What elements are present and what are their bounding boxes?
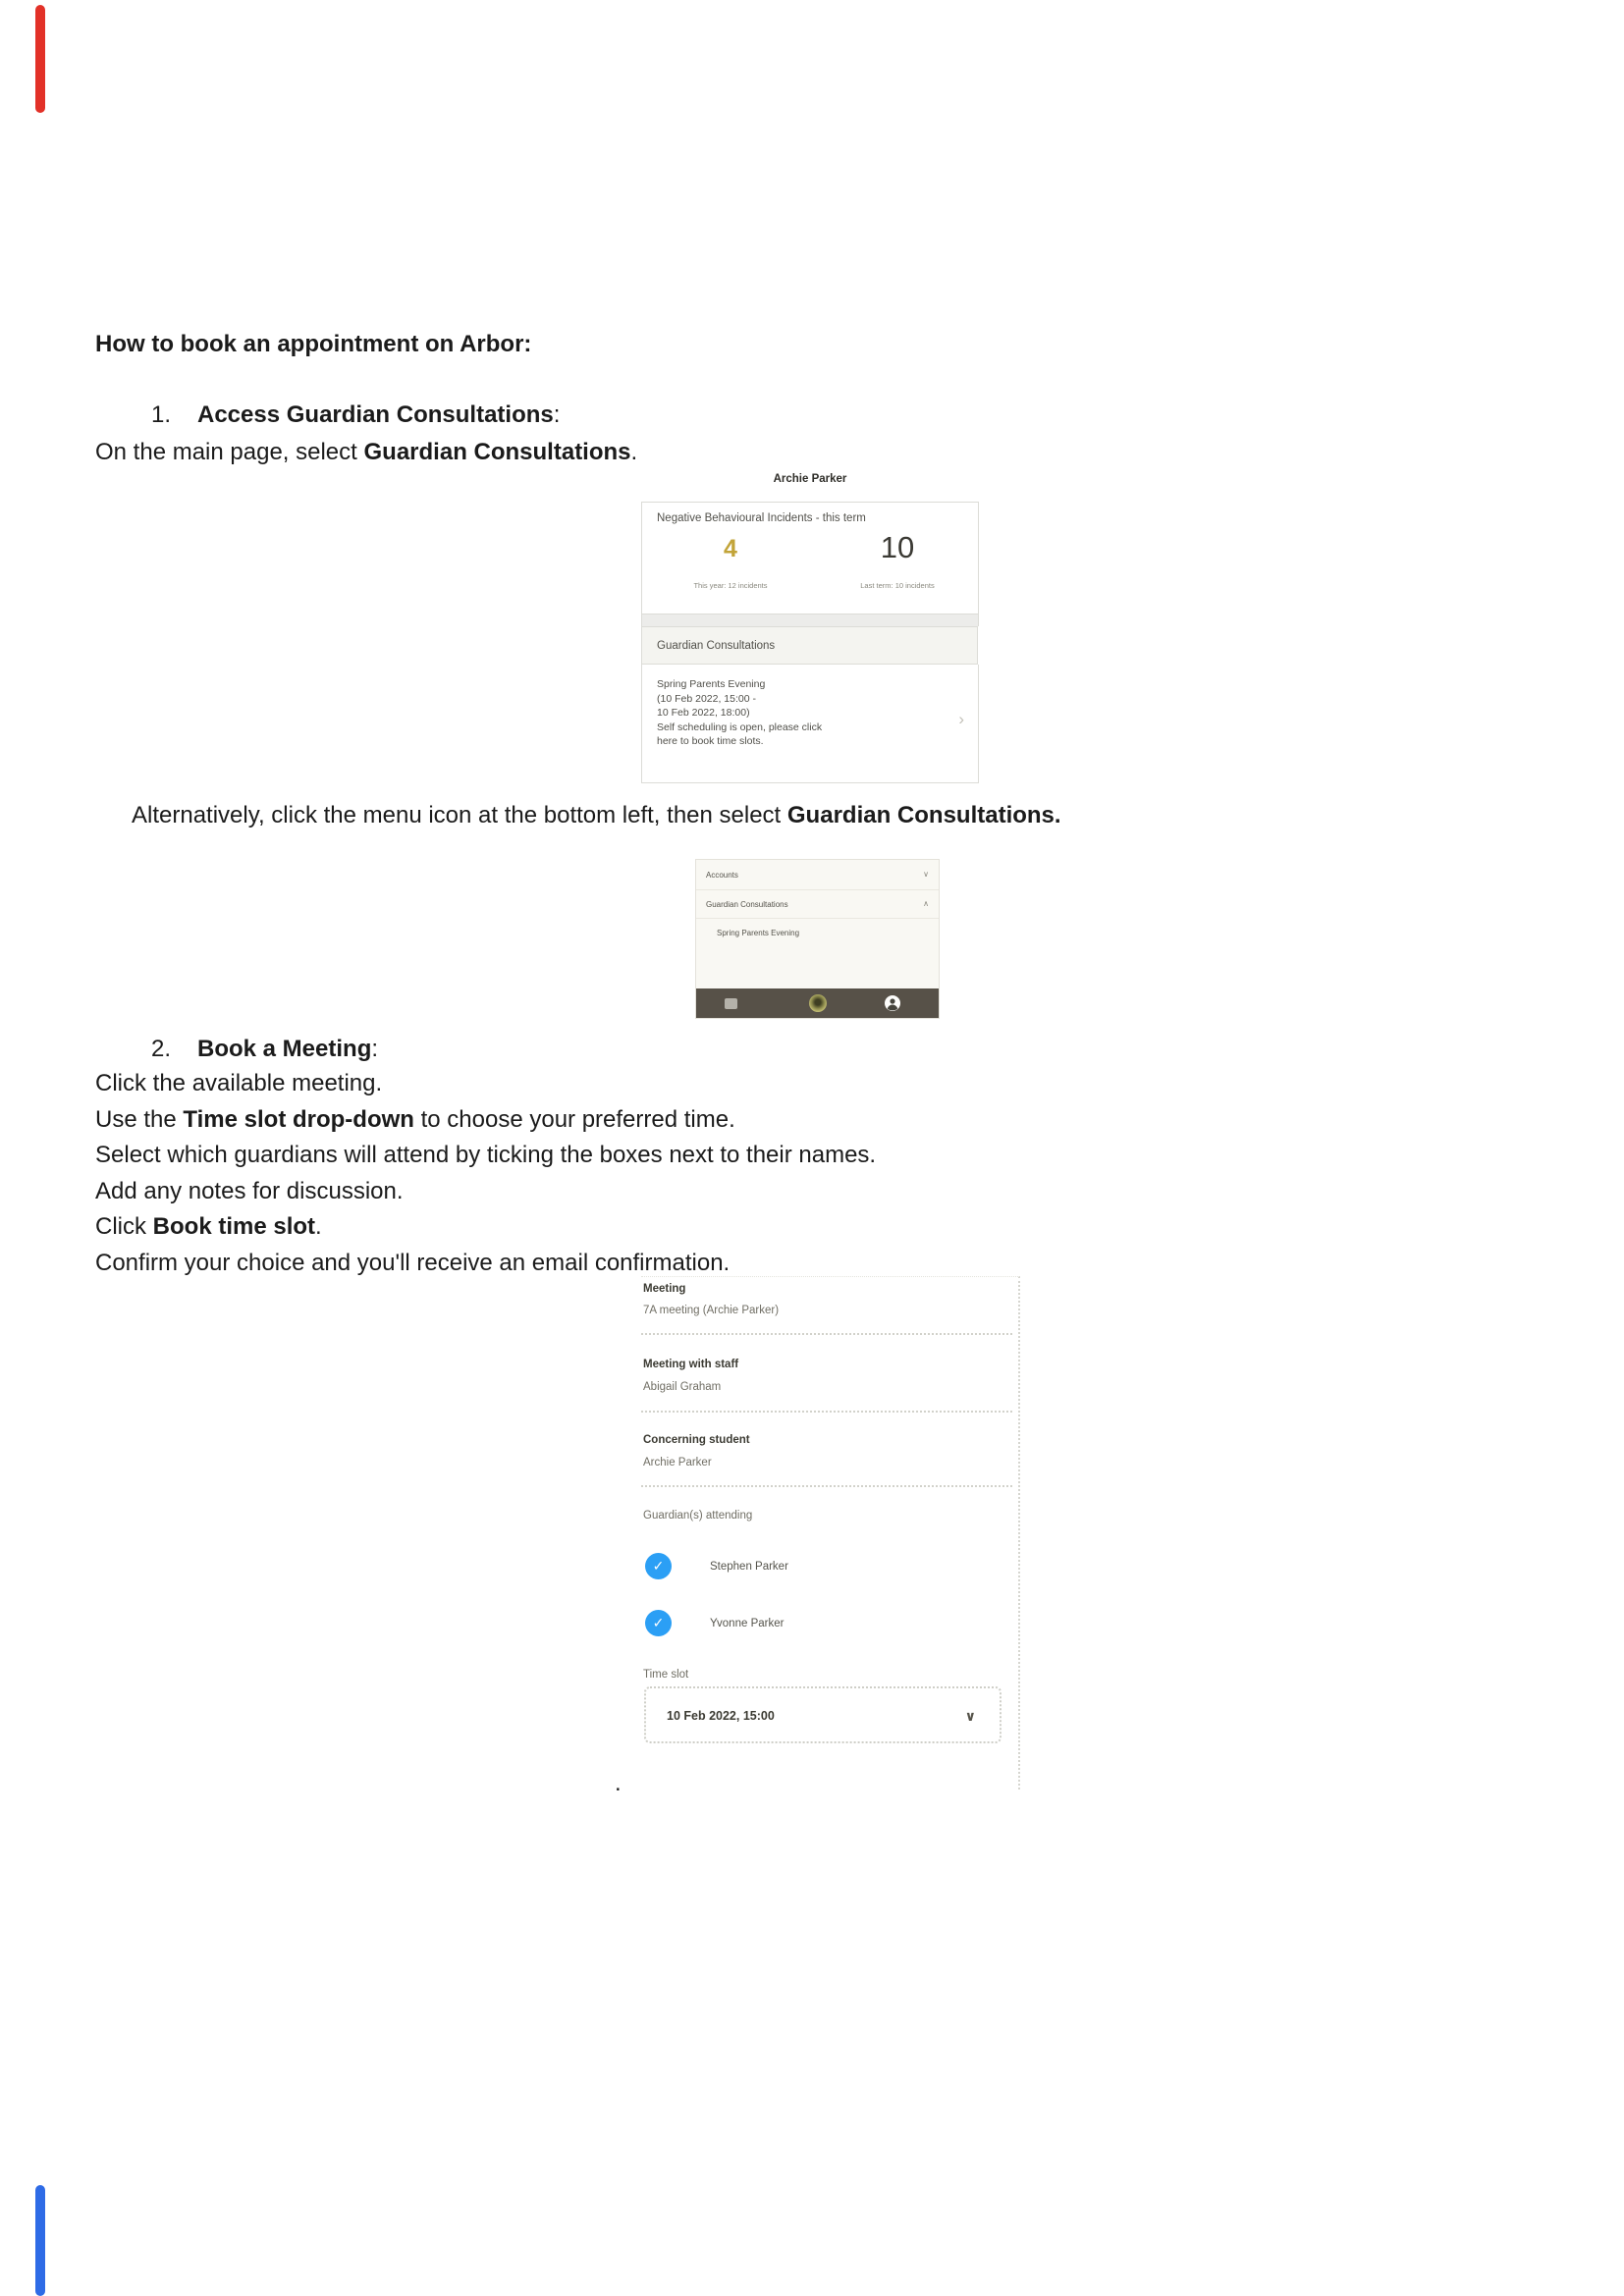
checkbox-yvonne-parker[interactable]	[645, 1610, 672, 1636]
card-divider	[641, 614, 979, 626]
step-2-line-1: Click the available meeting.	[95, 1070, 383, 1096]
red-margin-marker	[35, 5, 45, 113]
concerning-student-value: Archie Parker	[643, 1457, 712, 1468]
step-2-line-6: Confirm your choice and you'll receive an email confirmation.	[95, 1250, 731, 1276]
profile-icon[interactable]	[885, 995, 900, 1011]
menu-subitem-spring-parents-evening[interactable]: Spring Parents Evening	[717, 929, 800, 937]
step-1-number: 1.	[151, 401, 172, 428]
trailing-period: .	[615, 1770, 622, 1796]
consultation-event-text: Spring Parents Evening (10 Feb 2022, 15:00 - 10 Feb 2022, 18:00) Self scheduling is open, please click here to book time slots.	[657, 678, 823, 747]
step-2-number: 2.	[151, 1036, 172, 1062]
arbor-dashboard-screenshot	[641, 471, 979, 785]
page-title: How to book an appointment on Arbor:	[95, 331, 532, 357]
arbor-menu-screenshot	[695, 859, 940, 1019]
menu-item-accounts[interactable]	[696, 860, 939, 890]
arbor-logo-icon[interactable]	[809, 994, 827, 1012]
guardian-name-yvonne-parker: Yvonne Parker	[710, 1618, 785, 1629]
incidents-last-term-value: 10	[880, 530, 915, 564]
step-1-heading: 1. Access Guardian Consultations:	[151, 401, 561, 428]
menu-item-accounts-label: Accounts	[706, 871, 738, 880]
student-name: Archie Parker	[773, 473, 847, 485]
section-divider	[641, 1333, 1012, 1335]
meeting-with-staff-value: Abigail Graham	[643, 1381, 722, 1393]
guardian-consultations-header[interactable]: Guardian Consultations	[641, 626, 978, 665]
incidents-card	[641, 502, 979, 614]
section-divider	[641, 1411, 1012, 1413]
menu-icon[interactable]	[725, 998, 737, 1009]
step-2-line-2: Use the Time slot drop-down to choose your preferred time.	[95, 1106, 735, 1133]
step-2-line-4: Add any notes for discussion.	[95, 1178, 404, 1204]
step-2-line-3: Select which guardians will attend by ticking the boxes next to their names.	[95, 1142, 877, 1168]
incidents-card-title: Negative Behavioural Incidents - this term	[657, 512, 866, 524]
paragraph-alternatively: Alternatively, click the menu icon at the bottom left, then select Guardian Consultations.	[132, 802, 1061, 828]
incidents-this-year-label: This year: 12 incidents	[693, 581, 768, 590]
time-slot-value: 10 Feb 2022, 15:00	[667, 1709, 775, 1723]
incidents-this-year-value: 4	[724, 535, 737, 562]
chevron-down-icon: ∨	[964, 1708, 976, 1724]
time-slot-label: Time slot	[643, 1669, 689, 1681]
menu-item-guardian-consultations-label: Guardian Consultations	[706, 900, 788, 909]
incidents-last-term-label: Last term: 10 incidents	[860, 581, 935, 590]
time-slot-dropdown[interactable]	[644, 1686, 1001, 1743]
bottom-nav-bar	[696, 988, 939, 1018]
chevron-right-icon: ›	[958, 710, 964, 728]
blue-margin-marker	[35, 2185, 45, 2296]
meeting-label: Meeting	[643, 1283, 686, 1295]
check-icon: ✓	[652, 1615, 665, 1630]
chevron-up-icon: ∧	[923, 899, 929, 908]
consultation-list-item[interactable]	[641, 665, 979, 783]
guardian-name-stephen-parker: Stephen Parker	[710, 1561, 788, 1573]
check-icon: ✓	[652, 1558, 665, 1574]
step-2-line-5: Click Book time slot.	[95, 1213, 322, 1240]
meeting-value: 7A meeting (Archie Parker)	[643, 1305, 780, 1316]
step-2-heading: 2. Book a Meeting:	[151, 1036, 379, 1062]
checkbox-stephen-parker[interactable]	[645, 1553, 672, 1579]
menu-item-guardian-consultations[interactable]	[696, 889, 939, 919]
paragraph-main-page: On the main page, select Guardian Consultations.	[95, 439, 638, 465]
meeting-booking-screenshot	[641, 1276, 1020, 1789]
guardians-attending-label: Guardian(s) attending	[643, 1510, 753, 1522]
meeting-with-staff-label: Meeting with staff	[643, 1359, 739, 1370]
section-divider	[641, 1485, 1012, 1487]
concerning-student-label: Concerning student	[643, 1434, 750, 1446]
chevron-down-icon: ∨	[923, 870, 929, 879]
